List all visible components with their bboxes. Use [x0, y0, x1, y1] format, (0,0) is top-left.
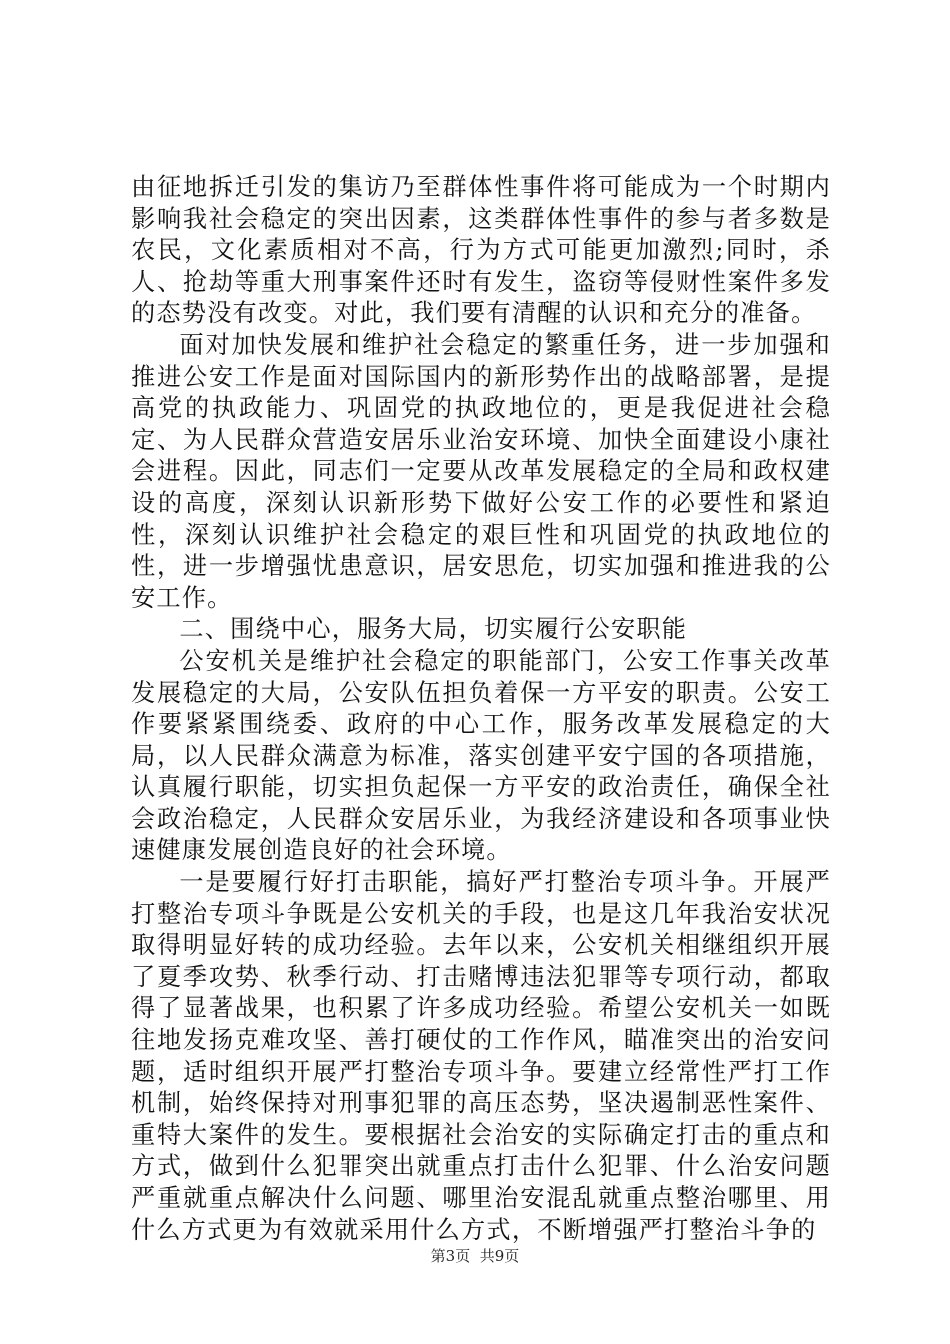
paragraph-2: 面对加快发展和维护社会稳定的繁重任务，进一步加强和推进公安工作是面对国际国内的新形势作出的战略部署，是提高党的执政能力、巩固党的执政地位的，更是我促进社会稳定、为人民群众营造安居乐业治安环境、加快全面建设小康社会进程。因此，同志们一定要从改革发展稳定的全局和政权建设的高度，深刻认识新形势下做好公安工作的必要性和紧迫性，深刻认识维护社会稳定的艰巨性和巩固党的执政地位的性，进一步增强忧患意识，居安思危，切实加强和推进我的公安工作。: [131, 330, 831, 612]
paragraph-4: 一是要履行好打击职能，搞好严打整治专项斗争。开展严打整治专项斗争既是公安机关的手段，也是这几年我治安状况取得明显好转的成功经验。去年以来，公安机关相继组织开展了夏季攻势、秋季行动、打击赌博违法犯罪等专项行动，都取得了显著战果，也积累了许多成功经验。希望公安机关一如既往地发扬克难攻坚、善打硬仗的工作作风，瞄准突出的治安问题，适时组织开展严打整治专项斗争。要建立经常性严打工作机制，始终保持对刑事犯罪的高压态势，坚决遏制恶性案件、重特大案件的发生。要根据社会治安的实际确定打击的重点和方式，做到什么犯罪突出就重点打击什么犯罪、什么治安问题严重就重点解决什么问题、哪里治安混乱就重点整治哪里、用什么方式更为有效就采用什么方式，不断增强严打整治斗争的: [131, 868, 831, 1244]
document-body: [131, 172, 831, 1246]
page-total: 共9页: [479, 1247, 520, 1265]
page-footer: [0, 1246, 950, 1266]
paragraph-3: 公安机关是维护社会稳定的职能部门，公安工作事关改革发展稳定的大局，公安队伍担负着保一方平安的职责。公安工作要紧紧围绕委、政府的中心工作，服务改革发展稳定的大局，以人民群众满意为标准，落实创建平安宁国的各项措施，认真履行职能，切实担负起保一方平安的政治责任，确保全社会政治稳定，人民群众安居乐业，为我经济建设和各项事业快速健康发展创造良好的社会环境。: [131, 646, 831, 865]
paragraph-1: 由征地拆迁引发的集访乃至群体性事件将可能成为一个时期内影响我社会稳定的突出因素，这类群体性事件的参与者多数是农民，文化素质相对不高，行为方式可能更加激烈;同时，杀人、抢劫等重大刑事案件还时有发生，盗窃等侵财性案件多发的态势没有改变。对此，我们要有清醒的认识和充分的准备。: [131, 173, 831, 328]
page-number: 第3页: [430, 1247, 471, 1265]
section-heading: 二、围绕中心，服务大局，切实履行公安职能: [179, 615, 688, 644]
